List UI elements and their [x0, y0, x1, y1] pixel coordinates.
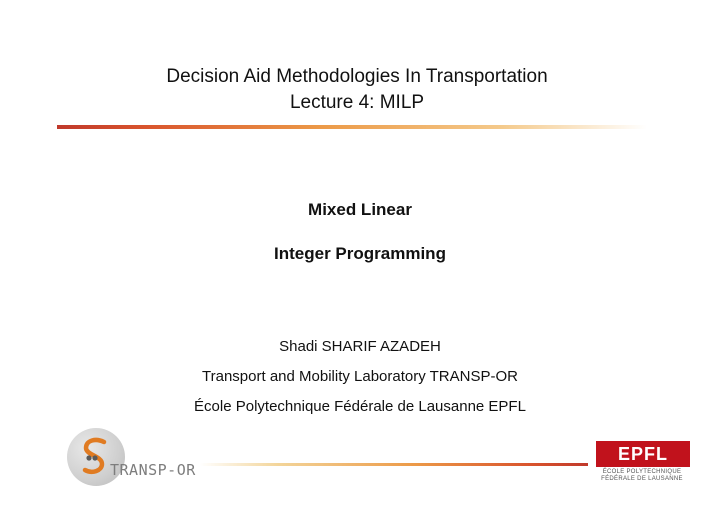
course-title: Decision Aid Methodologies In Transportation	[166, 66, 548, 87]
bottom-divider	[200, 463, 588, 466]
epfl-school-line-1: ÉCOLE POLYTECHNIQUE	[602, 469, 682, 475]
subtitle-line-2: Integer Programming	[274, 244, 446, 263]
author-block	[0, 332, 720, 422]
epfl-mark: EPFL	[617, 444, 668, 464]
lecture-title: Lecture 4: MILP	[289, 92, 425, 113]
top-divider	[57, 125, 647, 129]
epfl-school-line-2: FÉDÉRALE DE LAUSANNE	[601, 476, 683, 482]
transp-or-s-icon	[80, 436, 110, 478]
transp-or-logo	[62, 426, 202, 490]
epfl-logo	[590, 441, 694, 485]
epfl-school-name	[590, 469, 694, 483]
author-school: École Polytechnique Fédérale de Lausanne EPFL	[194, 398, 526, 415]
title-block	[0, 64, 714, 116]
author-name: Shadi SHARIF AZADEH	[279, 338, 441, 355]
author-lab: Transport and Mobility Laboratory TRANSP-OR	[202, 368, 518, 385]
transp-or-wordmark: TRANSP-OR	[110, 461, 196, 479]
subtitle-line-1: Mixed Linear	[308, 200, 412, 219]
